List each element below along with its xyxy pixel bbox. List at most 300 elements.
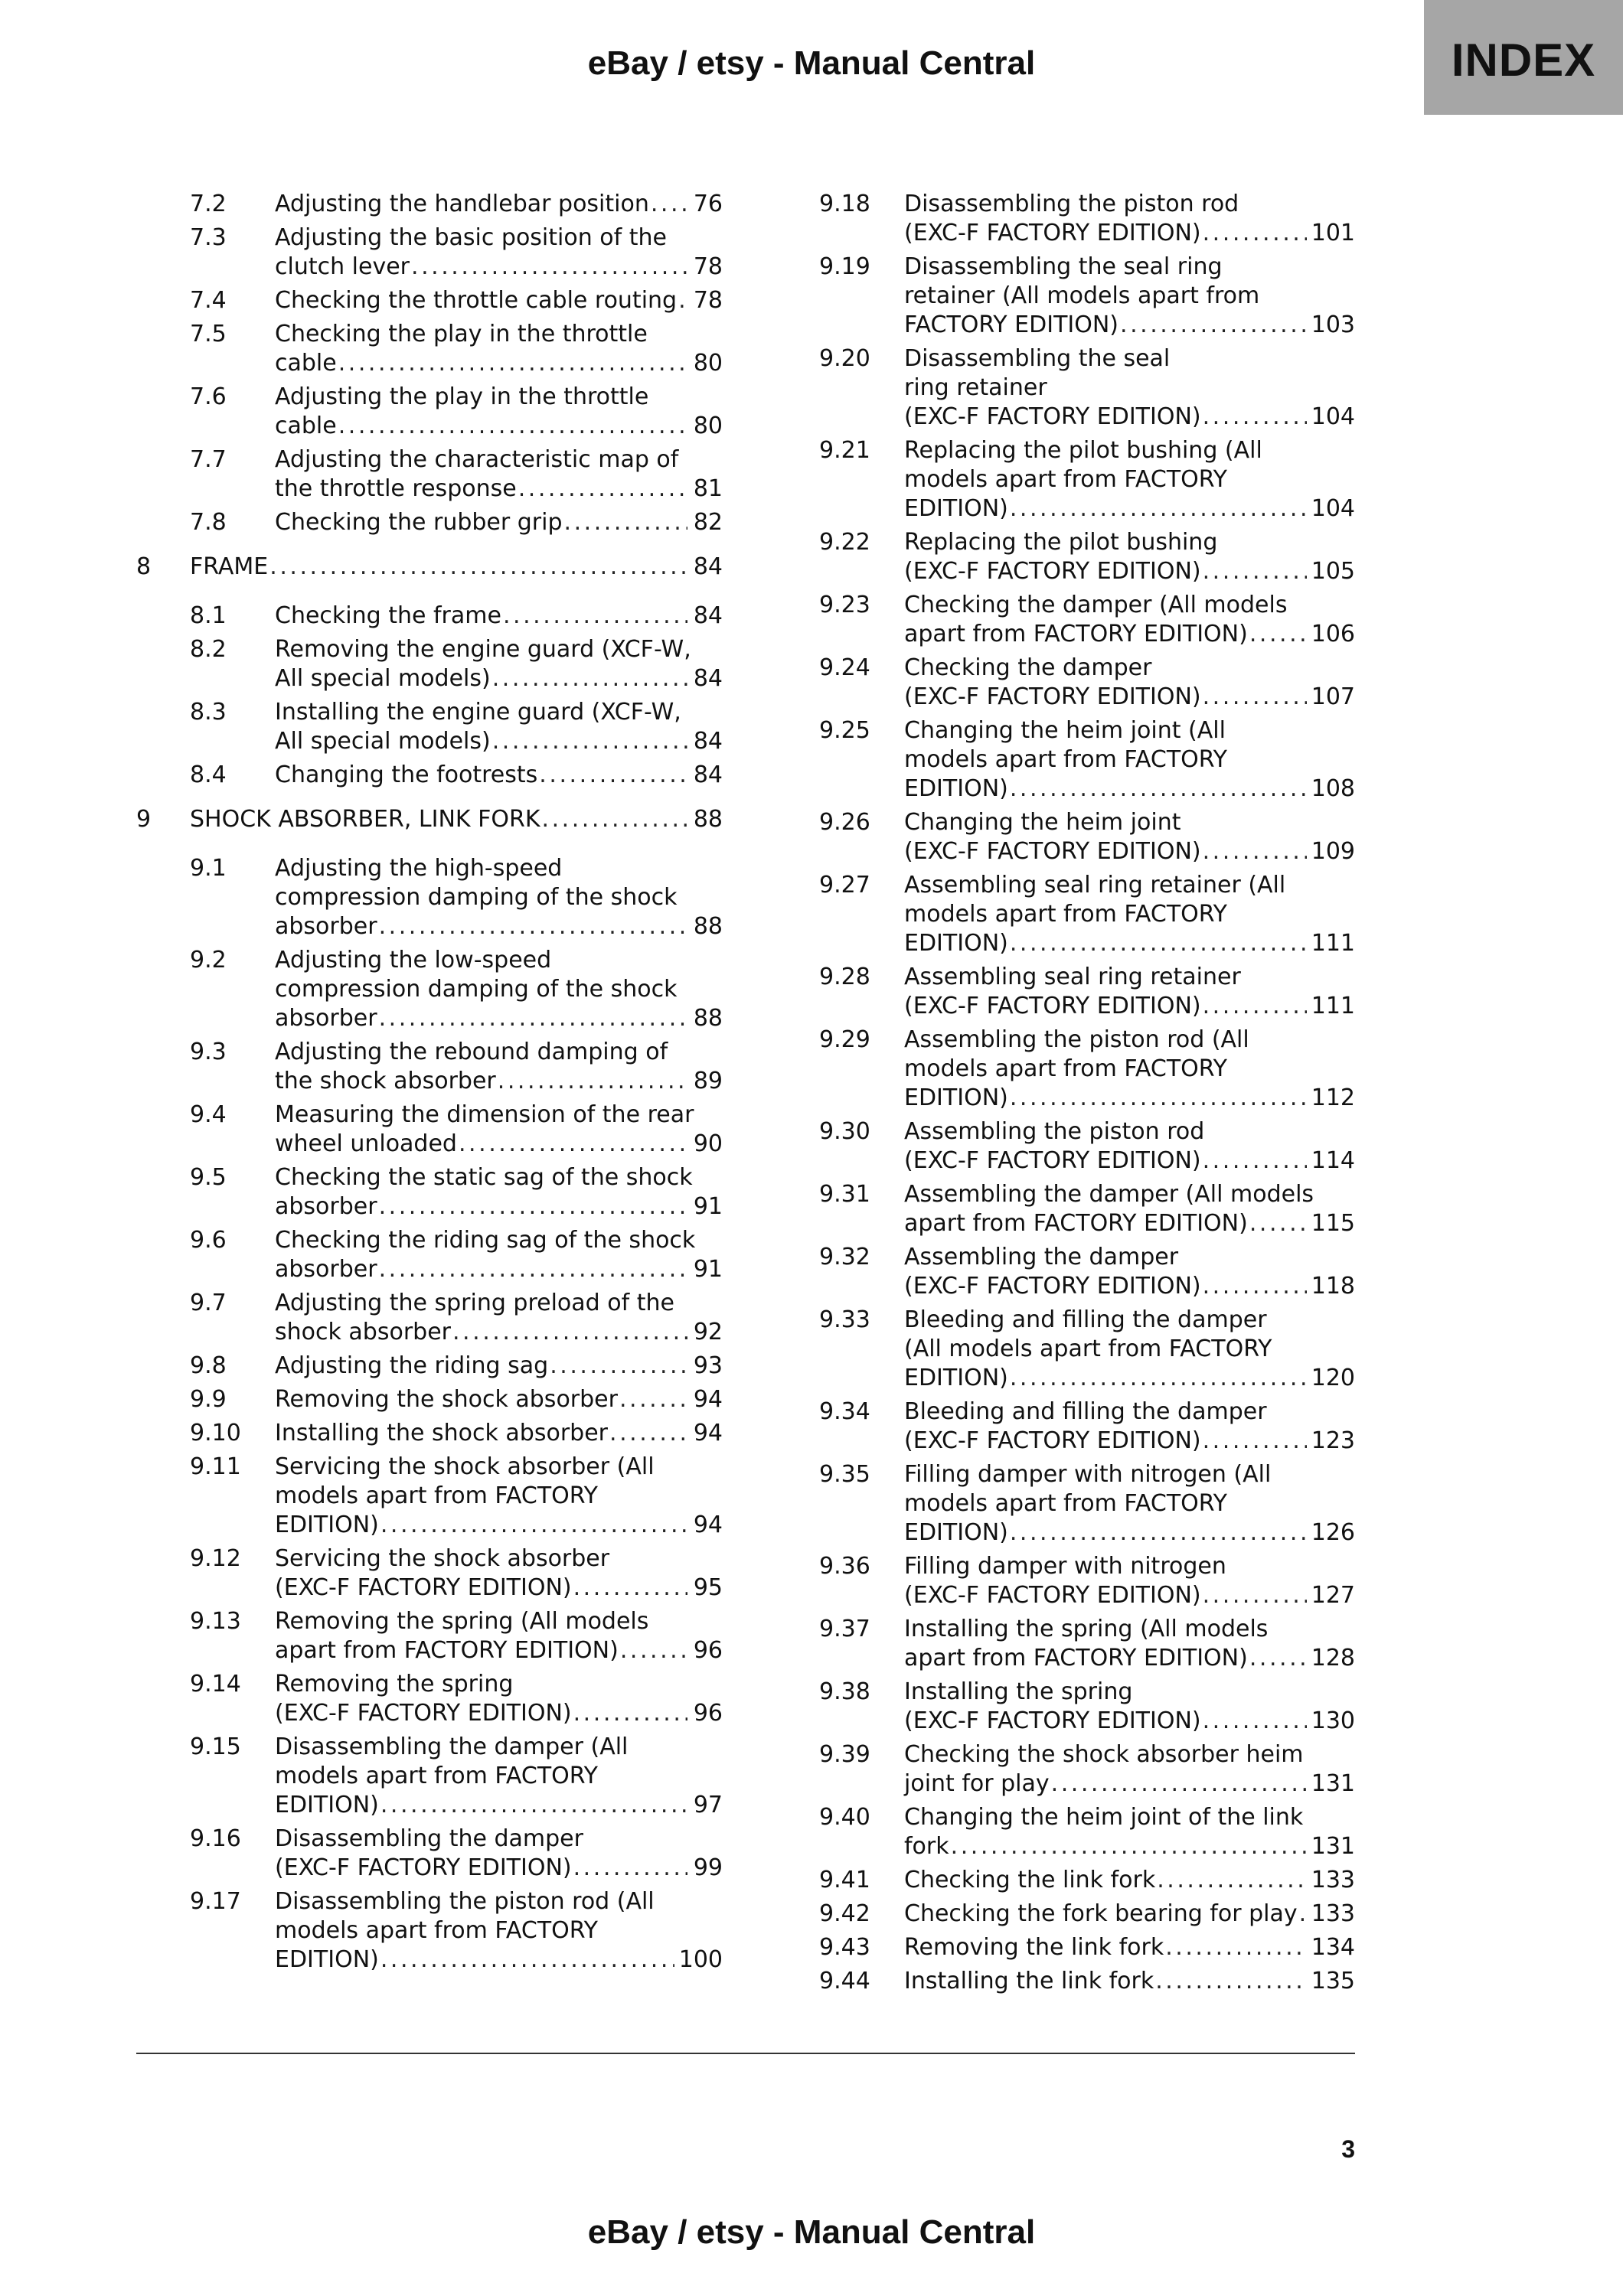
dot-leader: [269, 553, 687, 582]
toc-entry-title-line: EDITION): [904, 1365, 1008, 1391]
toc-entry-number: 9.32: [819, 1244, 870, 1270]
toc-entry-page: 96: [693, 1700, 723, 1727]
dot-leader: [1010, 1084, 1307, 1113]
toc-entry-page: 84: [693, 762, 723, 788]
toc-entry[interactable]: [136, 698, 723, 756]
dot-leader: [379, 912, 687, 941]
toc-entry-title-line: Installing the link fork: [904, 1968, 1154, 1994]
dot-leader: [1010, 494, 1307, 523]
toc-entry-page: 133: [1311, 1900, 1355, 1927]
dot-leader: [1249, 1209, 1307, 1238]
toc-entry-number: 7.7: [190, 446, 227, 473]
toc-entry[interactable]: [819, 253, 1355, 340]
dot-leader: [411, 253, 687, 282]
toc-entry-title-line: absorber: [275, 1005, 377, 1032]
toc-entry-number: 9.34: [819, 1398, 870, 1425]
toc-entry-title-line: Measuring the dimension of the rear: [275, 1101, 694, 1128]
toc-entry-page: 106: [1311, 621, 1355, 647]
toc-entry-number: 7.6: [190, 383, 227, 410]
toc-entry-page: 131: [1311, 1833, 1355, 1860]
toc-entry-number: 9.7: [190, 1290, 227, 1316]
toc-entry[interactable]: [819, 528, 1355, 586]
toc-entry-title-line: models apart from FACTORY: [904, 1055, 1228, 1082]
toc-entry-number: 9.36: [819, 1553, 870, 1580]
toc-entry-number: 9.25: [819, 717, 870, 744]
toc-entry-page: 111: [1311, 993, 1355, 1019]
toc-entry[interactable]: [819, 1397, 1355, 1456]
toc-entry[interactable]: [136, 508, 723, 537]
toc-entry[interactable]: [819, 1460, 1355, 1548]
toc-entry-title-line: (EXC-F FACTORY EDITION): [275, 1854, 572, 1881]
toc-entry[interactable]: [136, 223, 723, 282]
toc-entry-title-line: Changing the heim joint of the link: [904, 1804, 1304, 1831]
dot-leader: [1203, 683, 1307, 712]
dot-leader: [1203, 219, 1307, 248]
toc-entry-title-line: Servicing the shock absorber: [275, 1545, 610, 1572]
watermark-bottom: eBay / etsy - Manual Central: [587, 2213, 1036, 2251]
toc-entry-page: 103: [1311, 311, 1355, 338]
toc-entry-title-line: Replacing the pilot bushing: [904, 529, 1218, 556]
toc-entry-page: 93: [693, 1352, 723, 1379]
dot-leader: [1203, 1272, 1307, 1301]
toc-entry-number: 9.42: [819, 1900, 870, 1927]
toc-entry-title-line: Adjusting the characteristic map of: [275, 446, 679, 473]
toc-entry-title-line: EDITION): [904, 775, 1008, 802]
toc-entry-title-line: Bleeding and filling the damper: [904, 1398, 1267, 1425]
dot-leader: [338, 412, 687, 441]
toc-entry-number: 9: [136, 806, 152, 833]
toc-entry-number: 9.1: [190, 855, 227, 882]
toc-entry-title-line: Checking the static sag of the shock: [275, 1164, 693, 1191]
toc-entry-title-line: EDITION): [904, 1519, 1008, 1546]
toc-entry-page: 96: [693, 1637, 723, 1664]
toc-entry-title-line: compression damping of the shock: [275, 976, 678, 1003]
toc-entry-title-line: Checking the throttle cable routing: [275, 287, 678, 314]
toc-entry[interactable]: [136, 1453, 723, 1540]
toc-entry-number: 7.2: [190, 191, 227, 217]
toc-entry-page: 76: [693, 191, 723, 217]
dot-leader: [498, 1067, 687, 1096]
toc-entry-title-line: Adjusting the play in the throttle: [275, 383, 649, 410]
toc-entry[interactable]: [136, 1733, 723, 1820]
toc-entry-number: 8: [136, 553, 152, 580]
toc-entry-page: 88: [693, 806, 723, 833]
toc-entry-number: 9.40: [819, 1804, 870, 1831]
toc-entry-title-line: Assembling the damper (All models: [904, 1181, 1314, 1208]
toc-entry-page: 108: [1311, 775, 1355, 802]
toc-entry-number: 9.41: [819, 1867, 870, 1893]
toc-entry-number: 7.3: [190, 224, 227, 251]
toc-entry-title-line: Checking the fork bearing for play: [904, 1900, 1298, 1927]
toc-entry-title-line: Adjusting the rebound damping of: [275, 1039, 668, 1065]
toc-entry[interactable]: [819, 963, 1355, 1021]
toc-entry-page: 91: [693, 1256, 723, 1283]
toc-entry[interactable]: [819, 1026, 1355, 1113]
dot-leader: [619, 1385, 687, 1414]
toc-entry-number: 9.23: [819, 592, 870, 618]
toc-entry-page: 133: [1311, 1867, 1355, 1893]
dot-leader: [1010, 1518, 1307, 1548]
toc-entry-title-line: All special models): [275, 728, 491, 755]
toc-entry-title-line: (EXC-F FACTORY EDITION): [904, 683, 1201, 710]
toc-entry-number: 9.17: [190, 1888, 241, 1915]
toc-entry[interactable]: [136, 854, 723, 941]
dot-leader: [459, 1130, 687, 1159]
toc-entry[interactable]: [819, 654, 1355, 712]
toc-entry-title-line: (EXC-F FACTORY EDITION): [275, 1574, 572, 1601]
toc-entry-number: 9.35: [819, 1461, 870, 1488]
toc-entry-number: 9.24: [819, 654, 870, 681]
toc-entry[interactable]: [819, 436, 1355, 523]
toc-entry[interactable]: [136, 445, 723, 504]
toc-entry-title-line: (All models apart from FACTORY: [904, 1336, 1272, 1362]
toc-entry-page: 104: [1311, 403, 1355, 430]
toc-entry-title-line: apart from FACTORY EDITION): [904, 1645, 1248, 1671]
toc-entry-title-line: (EXC-F FACTORY EDITION): [904, 403, 1201, 430]
toc-entry-title-line: Checking the damper: [904, 654, 1152, 681]
toc-entry[interactable]: [136, 635, 723, 693]
dot-leader: [542, 805, 688, 834]
toc-entry-number: 9.27: [819, 872, 870, 899]
dot-leader: [539, 761, 687, 790]
toc-entry-number: 9.3: [190, 1039, 227, 1065]
toc-entry[interactable]: [819, 1866, 1355, 1895]
toc-entry[interactable]: [819, 1615, 1355, 1673]
toc-entry-page: 94: [693, 1386, 723, 1413]
toc-entry-title-line: Servicing the shock absorber (All: [275, 1453, 655, 1480]
dot-leader: [380, 1791, 687, 1820]
toc-entry-title-line: (EXC-F FACTORY EDITION): [904, 558, 1201, 585]
dot-leader: [1203, 837, 1307, 866]
toc-entry-title-line: Installing the spring (All models: [904, 1616, 1269, 1642]
section-tab-index: INDEX: [1424, 0, 1623, 115]
toc-entry[interactable]: [136, 1101, 723, 1159]
toc-entry[interactable]: [819, 1117, 1355, 1176]
toc-entry-page: 82: [693, 509, 723, 536]
toc-entry-number: 9.15: [190, 1733, 241, 1760]
toc-entry-number: 9.4: [190, 1101, 227, 1128]
toc-entry-number: 9.39: [819, 1741, 870, 1768]
dot-leader: [609, 1419, 687, 1448]
toc-right-column: [819, 190, 1355, 2001]
toc-entry-title-line: Installing the engine guard (XCF-W,: [275, 699, 681, 726]
toc-entry-title-line: All special models): [275, 665, 491, 692]
toc-entry-page: 99: [693, 1854, 723, 1881]
dot-leader: [1157, 1866, 1307, 1895]
toc-entry[interactable]: [136, 805, 723, 834]
toc-entry-page: 94: [693, 1420, 723, 1446]
toc-entry-title-line: joint for play: [904, 1770, 1050, 1797]
toc-entry-title-line: ring retainer: [904, 374, 1047, 401]
toc-entry-title-line: Changing the heim joint: [904, 809, 1181, 836]
toc-entry-title-line: Assembling seal ring retainer (All: [904, 872, 1286, 899]
toc-entry-number: 9.5: [190, 1164, 227, 1191]
dot-leader: [1203, 1146, 1307, 1176]
toc-entry[interactable]: [136, 1226, 723, 1284]
toc-entry-title-line: (EXC-F FACTORY EDITION): [904, 1707, 1201, 1734]
toc-entry-page: 88: [693, 1005, 723, 1032]
dot-leader: [338, 349, 687, 378]
toc-entry[interactable]: [819, 1933, 1355, 1962]
toc-entry-page: 84: [693, 602, 723, 629]
dot-leader: [1120, 311, 1307, 340]
toc-entry-page: 78: [693, 287, 723, 314]
toc-entry-title-line: cable: [275, 350, 337, 377]
toc-entry[interactable]: [136, 1385, 723, 1414]
dot-leader: [573, 1574, 687, 1603]
toc-entry-title-line: the shock absorber: [275, 1068, 496, 1094]
toc-entry-title-line: models apart from FACTORY: [904, 901, 1228, 928]
dot-leader: [1203, 557, 1307, 586]
toc-entry-title-line: (EXC-F FACTORY EDITION): [904, 1273, 1201, 1300]
toc-entry-page: 130: [1311, 1707, 1355, 1734]
toc-entry-number: 9.31: [819, 1181, 870, 1208]
toc-entry-title-line: EDITION): [275, 1512, 379, 1538]
toc-entry-page: 114: [1311, 1147, 1355, 1174]
toc-entry[interactable]: [136, 190, 723, 219]
toc-entry-number: 9.33: [819, 1306, 870, 1333]
toc-entry-title-line: (EXC-F FACTORY EDITION): [904, 1147, 1201, 1174]
toc-entry-number: 7.8: [190, 509, 227, 536]
dot-leader: [379, 1004, 687, 1033]
toc-entry-page: 90: [693, 1130, 723, 1157]
toc-entry-title-line: models apart from FACTORY: [904, 1490, 1228, 1517]
toc-entry-title-line: models apart from FACTORY: [275, 1917, 599, 1944]
toc-entry-number: 9.28: [819, 964, 870, 990]
toc-entry-number: 9.16: [190, 1825, 241, 1852]
toc-entry[interactable]: [136, 320, 723, 378]
toc-entry-title-line: Filling damper with nitrogen: [904, 1553, 1226, 1580]
toc-entry-number: 7.4: [190, 287, 227, 314]
toc-entry[interactable]: [136, 553, 723, 582]
toc-entry[interactable]: [819, 591, 1355, 649]
toc-entry-title-line: SHOCK ABSORBER, LINK FORK: [190, 806, 540, 833]
toc-entry[interactable]: [819, 1552, 1355, 1610]
dot-leader: [492, 664, 687, 693]
toc-entry-title-line: Assembling the piston rod: [904, 1118, 1205, 1145]
toc-entry[interactable]: [819, 808, 1355, 866]
dot-leader: [651, 190, 687, 219]
toc-entry-page: 104: [1311, 495, 1355, 522]
toc-entry-number: 9.29: [819, 1026, 870, 1053]
toc-entry[interactable]: [819, 1678, 1355, 1736]
toc-entry-number: 9.22: [819, 529, 870, 556]
toc-entry-title-line: retainer (All models apart from: [904, 282, 1260, 309]
dot-leader: [1010, 929, 1307, 958]
toc-entry[interactable]: [819, 1803, 1355, 1861]
toc-entry-title-line: Disassembling the piston rod: [904, 191, 1239, 217]
footer-divider: [136, 2053, 1355, 2054]
toc-entry-page: 80: [693, 350, 723, 377]
toc-entry-title-line: (EXC-F FACTORY EDITION): [904, 1582, 1201, 1609]
dot-leader: [1203, 1427, 1307, 1456]
toc-entry-title-line: Checking the play in the throttle: [275, 321, 648, 347]
toc-entry-title-line: models apart from FACTORY: [904, 466, 1228, 493]
toc-entry-title-line: Removing the shock absorber: [275, 1386, 618, 1413]
toc-entry-number: 9.43: [819, 1934, 870, 1961]
dot-leader: [492, 727, 687, 756]
toc-entry-title-line: Checking the link fork: [904, 1867, 1156, 1893]
toc-left-column: [136, 190, 723, 1979]
toc-entry-number: 7.5: [190, 321, 227, 347]
toc-entry-page: 111: [1311, 930, 1355, 957]
toc-entry-number: 9.6: [190, 1227, 227, 1254]
dot-leader: [1165, 1933, 1307, 1962]
toc-entry-title-line: Installing the shock absorber: [275, 1420, 608, 1446]
toc-entry-title-line: Filling damper with nitrogen (All: [904, 1461, 1272, 1488]
toc-entry-title-line: (EXC-F FACTORY EDITION): [904, 1427, 1201, 1454]
toc-entry-page: 115: [1311, 1210, 1355, 1237]
toc-entry[interactable]: [136, 1825, 723, 1883]
toc-entry-title-line: Disassembling the damper: [275, 1825, 583, 1852]
toc-entry-title-line: Removing the link fork: [904, 1934, 1164, 1961]
toc-entry-page: 88: [693, 913, 723, 940]
toc-entry-page: 84: [693, 553, 723, 580]
toc-entry-page: 112: [1311, 1084, 1355, 1111]
toc-entry-page: 101: [1311, 220, 1355, 246]
toc-entry-title-line: FACTORY EDITION): [904, 311, 1119, 338]
toc-entry-title-line: fork: [904, 1833, 949, 1860]
page-number: 3: [1341, 2135, 1355, 2163]
toc-entry-title-line: Assembling seal ring retainer: [904, 964, 1241, 990]
dot-leader: [1155, 1967, 1307, 1996]
toc-entry-title-line: Adjusting the basic position of the: [275, 224, 667, 251]
toc-entry-title-line: Adjusting the high-speed: [275, 855, 563, 882]
toc-entry-number: 9.8: [190, 1352, 227, 1379]
toc-entry-title-line: EDITION): [275, 1792, 379, 1818]
toc-entry[interactable]: [136, 761, 723, 790]
watermark-top: eBay / etsy - Manual Central: [587, 44, 1036, 82]
toc-entry-number: 9.11: [190, 1453, 241, 1480]
toc-entry[interactable]: [819, 1740, 1355, 1799]
toc-entry-title-line: the throttle response: [275, 475, 517, 502]
toc-entry-title-line: (EXC-F FACTORY EDITION): [275, 1700, 572, 1727]
toc-entry-number: 8.4: [190, 762, 227, 788]
toc-entry-title-line: Disassembling the seal ring: [904, 253, 1223, 280]
toc-entry-number: 9.30: [819, 1118, 870, 1145]
toc-entry-title-line: Checking the damper (All models: [904, 592, 1288, 618]
toc-entry-title-line: EDITION): [904, 495, 1008, 522]
toc-entry-title-line: FRAME: [190, 553, 269, 580]
toc-entry[interactable]: [136, 1419, 723, 1448]
toc-entry-title-line: apart from FACTORY EDITION): [904, 621, 1248, 647]
toc-entry-title-line: Disassembling the piston rod (All: [275, 1888, 655, 1915]
dot-leader: [452, 1318, 687, 1347]
toc-entry-title-line: Removing the spring: [275, 1671, 514, 1698]
toc-entry[interactable]: [819, 716, 1355, 804]
toc-entry[interactable]: [136, 602, 723, 631]
toc-entry-page: 105: [1311, 558, 1355, 585]
toc-entry-title-line: apart from FACTORY EDITION): [904, 1210, 1248, 1237]
toc-entry[interactable]: [819, 344, 1355, 432]
toc-entry-number: 9.2: [190, 947, 227, 974]
toc-entry[interactable]: [819, 190, 1355, 248]
toc-entry[interactable]: [819, 1306, 1355, 1393]
toc-entry-title-line: Adjusting the low-speed: [275, 947, 552, 974]
dot-leader: [573, 1854, 687, 1883]
toc-entry[interactable]: [136, 1038, 723, 1096]
toc-entry[interactable]: [819, 1180, 1355, 1238]
toc-entry-number: 9.21: [819, 437, 870, 464]
dot-leader: [1203, 1707, 1307, 1736]
toc-entry-title-line: Installing the spring: [904, 1678, 1133, 1705]
toc-entry-number: 9.18: [819, 191, 870, 217]
toc-entry-title-line: Checking the frame: [275, 602, 501, 629]
dot-leader: [1299, 1900, 1307, 1929]
toc-entry[interactable]: [819, 1967, 1355, 1996]
toc-entry[interactable]: [136, 1544, 723, 1603]
toc-entry-title-line: (EXC-F FACTORY EDITION): [904, 838, 1201, 865]
toc-entry-page: 100: [678, 1946, 723, 1973]
toc-entry[interactable]: [136, 1607, 723, 1665]
toc-entry-title-line: wheel unloaded: [275, 1130, 457, 1157]
toc-entry-number: 9.20: [819, 345, 870, 372]
dot-leader: [1010, 775, 1307, 804]
toc-entry-title-line: Adjusting the handlebar position: [275, 191, 649, 217]
toc-entry-title-line: EDITION): [904, 930, 1008, 957]
dot-leader: [1249, 620, 1307, 649]
toc-entry-number: 9.12: [190, 1545, 241, 1572]
toc-entry[interactable]: [136, 946, 723, 1033]
toc-entry-title-line: Adjusting the riding sag: [275, 1352, 549, 1379]
toc-entry-title-line: Assembling the piston rod (All: [904, 1026, 1249, 1053]
toc-entry-number: 9.9: [190, 1386, 227, 1413]
toc-entry-page: 84: [693, 665, 723, 692]
toc-entry-page: 135: [1311, 1968, 1355, 1994]
toc-entry-title-line: Disassembling the damper (All: [275, 1733, 629, 1760]
toc-entry-page: 84: [693, 728, 723, 755]
toc-entry-number: 8.3: [190, 699, 227, 726]
toc-entry[interactable]: [136, 1289, 723, 1347]
toc-entry-page: 89: [693, 1068, 723, 1094]
toc-entry-title-line: (EXC-F FACTORY EDITION): [904, 220, 1201, 246]
toc-entry-title-line: Removing the engine guard (XCF-W,: [275, 636, 691, 663]
dot-leader: [620, 1636, 687, 1665]
toc-entry[interactable]: [136, 1163, 723, 1221]
toc-entry-number: 9.13: [190, 1608, 241, 1635]
toc-entry-number: 9.26: [819, 809, 870, 836]
toc-entry[interactable]: [819, 1243, 1355, 1301]
toc-entry-title-line: Removing the spring (All models: [275, 1608, 649, 1635]
dot-leader: [380, 1511, 687, 1540]
toc-entry-title-line: Disassembling the seal: [904, 345, 1171, 372]
toc-entry-page: 80: [693, 413, 723, 439]
toc-entry-page: 109: [1311, 838, 1355, 865]
toc-entry[interactable]: [819, 871, 1355, 958]
dot-leader: [573, 1699, 687, 1728]
toc-entry[interactable]: [136, 1670, 723, 1728]
toc-entry[interactable]: [136, 286, 723, 315]
toc-entry-page: 78: [693, 253, 723, 280]
toc-entry-title-line: cable: [275, 413, 337, 439]
toc-entry[interactable]: [136, 1352, 723, 1381]
dot-leader: [550, 1352, 687, 1381]
toc-entry-title-line: Changing the footrests: [275, 762, 538, 788]
toc-entry[interactable]: [136, 1887, 723, 1975]
toc-entry[interactable]: [819, 1900, 1355, 1929]
toc-entry[interactable]: [136, 383, 723, 441]
toc-entry-page: 134: [1311, 1934, 1355, 1961]
toc-entry-title-line: models apart from FACTORY: [275, 1763, 599, 1789]
toc-entry-page: 126: [1311, 1519, 1355, 1546]
toc-entry-number: 8.1: [190, 602, 227, 629]
toc-entry-title-line: clutch lever: [275, 253, 410, 280]
dot-leader: [380, 1945, 674, 1975]
toc-entry-page: 91: [693, 1193, 723, 1220]
toc-entry-title-line: (EXC-F FACTORY EDITION): [904, 993, 1201, 1019]
toc-entry-page: 95: [693, 1574, 723, 1601]
dot-leader: [379, 1255, 687, 1284]
